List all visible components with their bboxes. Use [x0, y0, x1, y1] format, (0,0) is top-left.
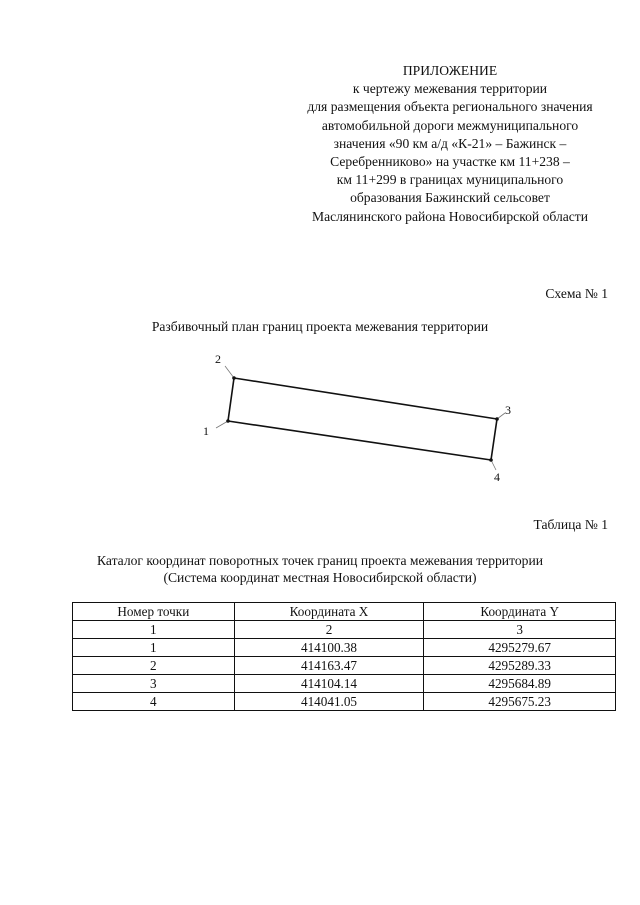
scheme-label: Схема № 1: [545, 286, 608, 301]
catalog-title: [0, 552, 640, 586]
table-cell: 4295675.23: [424, 693, 616, 711]
table-cell: 2: [73, 657, 235, 675]
plan-title: Разбивочный план границ проекта межевания территории: [151, 319, 489, 334]
appendix-line: км 11+299 в границах муниципального: [336, 172, 564, 188]
header-coordinate-y: Координата Y: [424, 603, 616, 621]
appendix-line: образования Бажинский сельсовет: [350, 190, 550, 206]
table-numbering-row: [73, 621, 616, 639]
catalog-title-line2: (Система координат местная Новосибирской области): [163, 570, 477, 585]
appendix-line: значения «90 км а/д «К-21» – Бажинск –: [333, 135, 567, 151]
table-cell: 4: [73, 693, 235, 711]
vertex-marker-3: [495, 417, 499, 421]
table-cell: 4295684.89: [424, 675, 616, 693]
table-cell: 4295289.33: [424, 657, 616, 675]
appendix-line: автомобильной дороги межмуниципального: [321, 117, 579, 133]
table-cell: 414163.47: [234, 657, 424, 675]
leader-line-1: [216, 421, 228, 428]
appendix-header: [280, 62, 620, 226]
appendix-line: Серебренниково» на участке км 11+238 –: [330, 154, 570, 170]
coordinates-table: [72, 602, 616, 711]
point-label-4: 4: [494, 470, 500, 484]
table-cell: 3: [424, 621, 616, 639]
boundary-plan-drawing: [0, 340, 640, 500]
table-cell: 2: [234, 621, 424, 639]
header-coordinate-x: Координата X: [234, 603, 424, 621]
point-label-3: 3: [505, 403, 511, 417]
header-point-number: Номер точки: [73, 603, 235, 621]
table-cell: 1: [73, 639, 235, 657]
table-row: [73, 675, 616, 693]
table-cell: 414100.38: [234, 639, 424, 657]
appendix-line: для размещения объекта регионального значения: [307, 99, 593, 115]
table-cell: 414104.14: [234, 675, 424, 693]
table-cell: 414041.05: [234, 693, 424, 711]
table-cell: 1: [73, 621, 235, 639]
table-header-row: [73, 603, 616, 621]
vertex-markers: [226, 376, 499, 462]
table-cell: 3: [73, 675, 235, 693]
appendix-title: ПРИЛОЖЕНИЕ: [402, 63, 498, 78]
vertex-marker-4: [489, 458, 493, 462]
table-label: Таблица № 1: [533, 517, 608, 532]
appendix-line: Маслянинского района Новосибирской области: [311, 208, 589, 224]
vertex-marker-2: [232, 376, 236, 380]
catalog-title-line1: Каталог координат поворотных точек границ проекта межевания территории: [97, 553, 543, 568]
table-cell: 4295279.67: [424, 639, 616, 657]
table-row: [73, 657, 616, 675]
table-row: [73, 639, 616, 657]
vertex-marker-1: [226, 419, 230, 423]
appendix-line: к чертежу межевания территории: [352, 81, 548, 97]
leader-line-2: [225, 366, 234, 378]
point-label-2: 2: [215, 352, 221, 366]
boundary-polygon: [228, 378, 497, 460]
table-row: [73, 693, 616, 711]
point-label-1: 1: [203, 424, 209, 438]
